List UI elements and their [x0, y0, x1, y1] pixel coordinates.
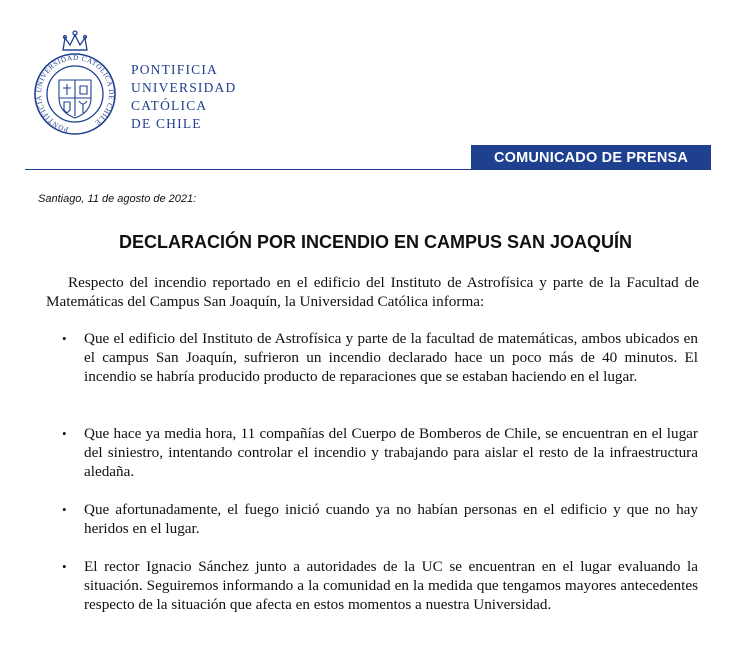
- bullet-marker: •: [62, 331, 67, 346]
- bullet-marker: •: [62, 559, 67, 574]
- university-name-line: UNIVERSIDAD: [131, 80, 237, 95]
- university-seal-logo: [33, 28, 117, 136]
- intro-paragraph: Respecto del incendio reportado en el edificio del Instituto de Astrofísica y parte de la Facultad de Matemáticas del Campus San Joaquín, la Universidad Católica informa:: [46, 274, 699, 310]
- bullet-marker: •: [62, 426, 67, 441]
- bullet-marker: •: [62, 502, 67, 517]
- list-item: El rector Ignacio Sánchez junto a autoridades de la UC se encuentran en el lugar evaluando la situación. Seguiremos informando a la comunidad en la medida que tengamos mayores antecedentes respecto de la situación que afecta en estos momentos a nuestra Universidad.: [84, 558, 698, 613]
- document-title: DECLARACIÓN POR INCENDIO EN CAMPUS SAN JOAQUÍN: [118, 232, 633, 252]
- list-item: Que afortunadamente, el fuego inició cuando ya no habían personas en el edificio y que no hay heridos en el lugar.: [84, 501, 698, 537]
- svg-text:PONTIFICIA UNIVERSIDAD CATÓLIC: PONTIFICIA UNIVERSIDAD CATÓLICA DE CHILE: [34, 53, 116, 134]
- list-item: Que el edificio del Instituto de Astrofísica y parte de la facultad de matemáticas, ambos ubicados en el campus San Joaquín, sufrieron un incendio declarado hace un poco más de 40 minutos. El incendio se habría producido producto de reparaciones que se estaban haciendo en el lugar.: [84, 330, 698, 385]
- list-item: Que hace ya media hora, 11 compañías del Cuerpo de Bomberos de Chile, se encuentran en el lugar del siniestro, intentando controlar el incendio y trabajando para aislar el resto de la infraestructura aledaña.: [84, 425, 698, 480]
- press-release-banner: COMUNICADO DE PRENSA: [471, 145, 711, 170]
- document-date: Santiago, 11 de agosto de 2021:: [38, 193, 197, 205]
- university-name-line: DE CHILE: [131, 116, 202, 131]
- university-name-line: CATÓLICA: [131, 98, 208, 113]
- university-name: [131, 61, 236, 133]
- university-name-line: PONTIFICIA: [131, 62, 219, 77]
